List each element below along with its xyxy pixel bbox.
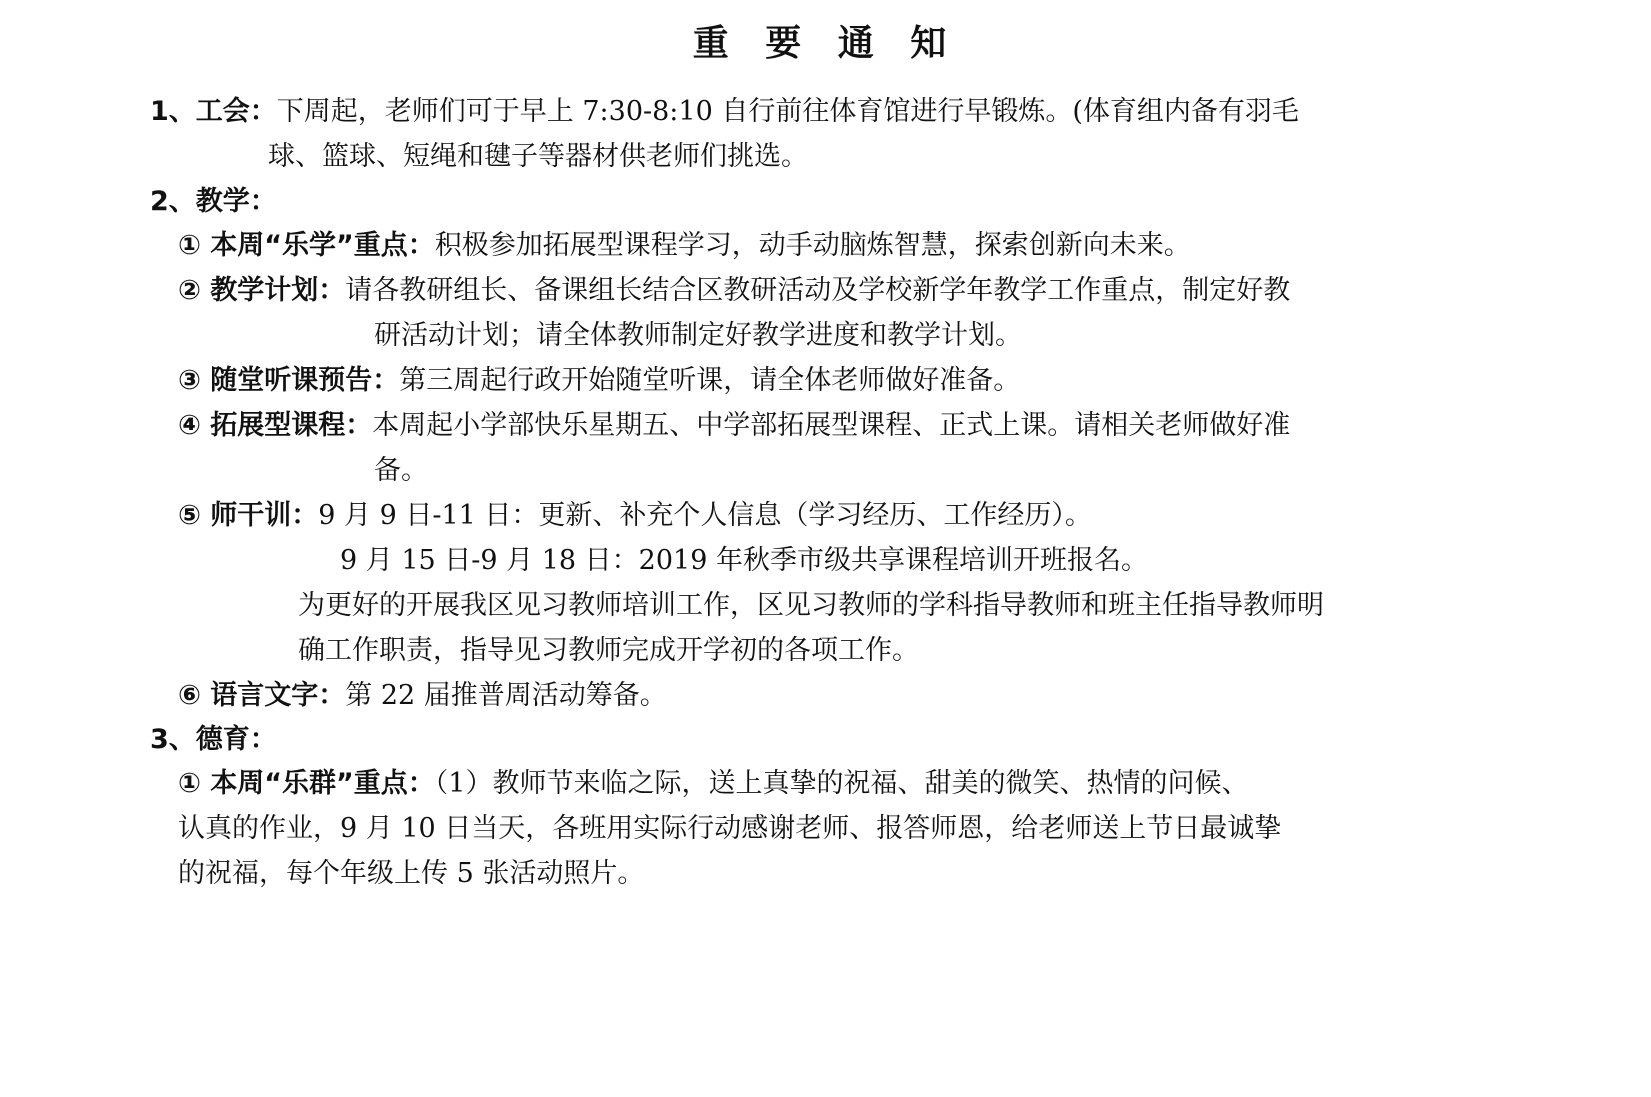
teaching-item-3-label: ③ 随堂听课预告： xyxy=(178,365,400,396)
section-union-line-1 xyxy=(150,92,1299,132)
section-union-line-2: 球、篮球、短绳和毽子等器材供老师们挑选。 xyxy=(268,141,808,172)
section-moral-label: 3、德育： xyxy=(150,724,277,755)
moral-item-1-line-2: 认真的作业，9 月 10 日当天，各班用实际行动感谢老师、报答师恩，给老师送上节日最诚挚 xyxy=(178,813,1282,844)
teaching-item-5-line-2: 9 月 15 日-9 月 18 日：2019 年秋季市级共享课程培训开班报名。 xyxy=(340,545,1148,576)
teaching-item-1-text: 积极参加拓展型课程学习，动手动脑炼智慧，探索创新向未来。 xyxy=(434,230,1191,261)
teaching-item-4-line-2: 备。 xyxy=(374,455,428,486)
teaching-item-5-label: ⑤ 师干训： xyxy=(178,500,319,531)
section-union-label: 1、工会： xyxy=(150,96,277,127)
teaching-item-1-label: ① 本周“乐学”重点： xyxy=(178,230,435,261)
moral-item-1 xyxy=(178,764,1248,804)
teaching-item-3-text: 第三周起行政开始随堂听课，请全体老师做好准备。 xyxy=(399,365,1021,396)
teaching-item-2 xyxy=(178,271,1290,311)
section-teaching-label: 2、教学： xyxy=(150,186,277,217)
moral-item-1-line-3: 的祝福，每个年级上传 5 张活动照片。 xyxy=(178,858,645,889)
teaching-item-5-text: 9 月 9 日-11 日：更新、补充个人信息（学习经历、工作经历）。 xyxy=(318,500,1092,531)
teaching-item-1 xyxy=(178,226,1191,266)
teaching-item-5-line-3: 为更好的开展我区见习教师培训工作，区见习教师的学科指导教师和班主任指导教师明 xyxy=(298,590,1324,621)
teaching-item-2-text: 请各教研组长、备课组长结合区教研活动及学校新学年教学工作重点，制定好教 xyxy=(345,275,1291,306)
section-union-text: 下周起，老师们可于早上 7:30-8:10 自行前往体育馆进行早锻炼。(体育组内备有羽毛 xyxy=(276,96,1299,127)
teaching-item-6-label: ⑥ 语言文字： xyxy=(178,680,346,711)
teaching-item-3 xyxy=(178,361,1020,401)
teaching-item-5-line-4: 确工作职责，指导见习教师完成开学初的各项工作。 xyxy=(298,635,919,666)
teaching-item-4-text: 本周起小学部快乐星期五、中学部拓展型课程、正式上课。请相关老师做好准 xyxy=(372,410,1291,441)
page-title: 重 要 通 知 xyxy=(692,23,959,64)
teaching-item-2-label: ② 教学计划： xyxy=(178,275,346,306)
teaching-item-2-line-2: 研活动计划；请全体教师制定好教学进度和教学计划。 xyxy=(374,320,1022,351)
moral-item-1-text: （1）教师节来临之际，送上真挚的祝福、甜美的微笑、热情的问候、 xyxy=(434,768,1249,799)
teaching-item-6-text: 第 22 届推普周活动筹备。 xyxy=(345,680,667,711)
teaching-item-5 xyxy=(178,496,1092,536)
teaching-item-6 xyxy=(178,676,667,716)
teaching-item-4 xyxy=(178,406,1290,446)
teaching-item-4-label: ④ 拓展型课程： xyxy=(178,410,373,441)
moral-item-1-label: ① 本周“乐群”重点： xyxy=(178,768,435,799)
